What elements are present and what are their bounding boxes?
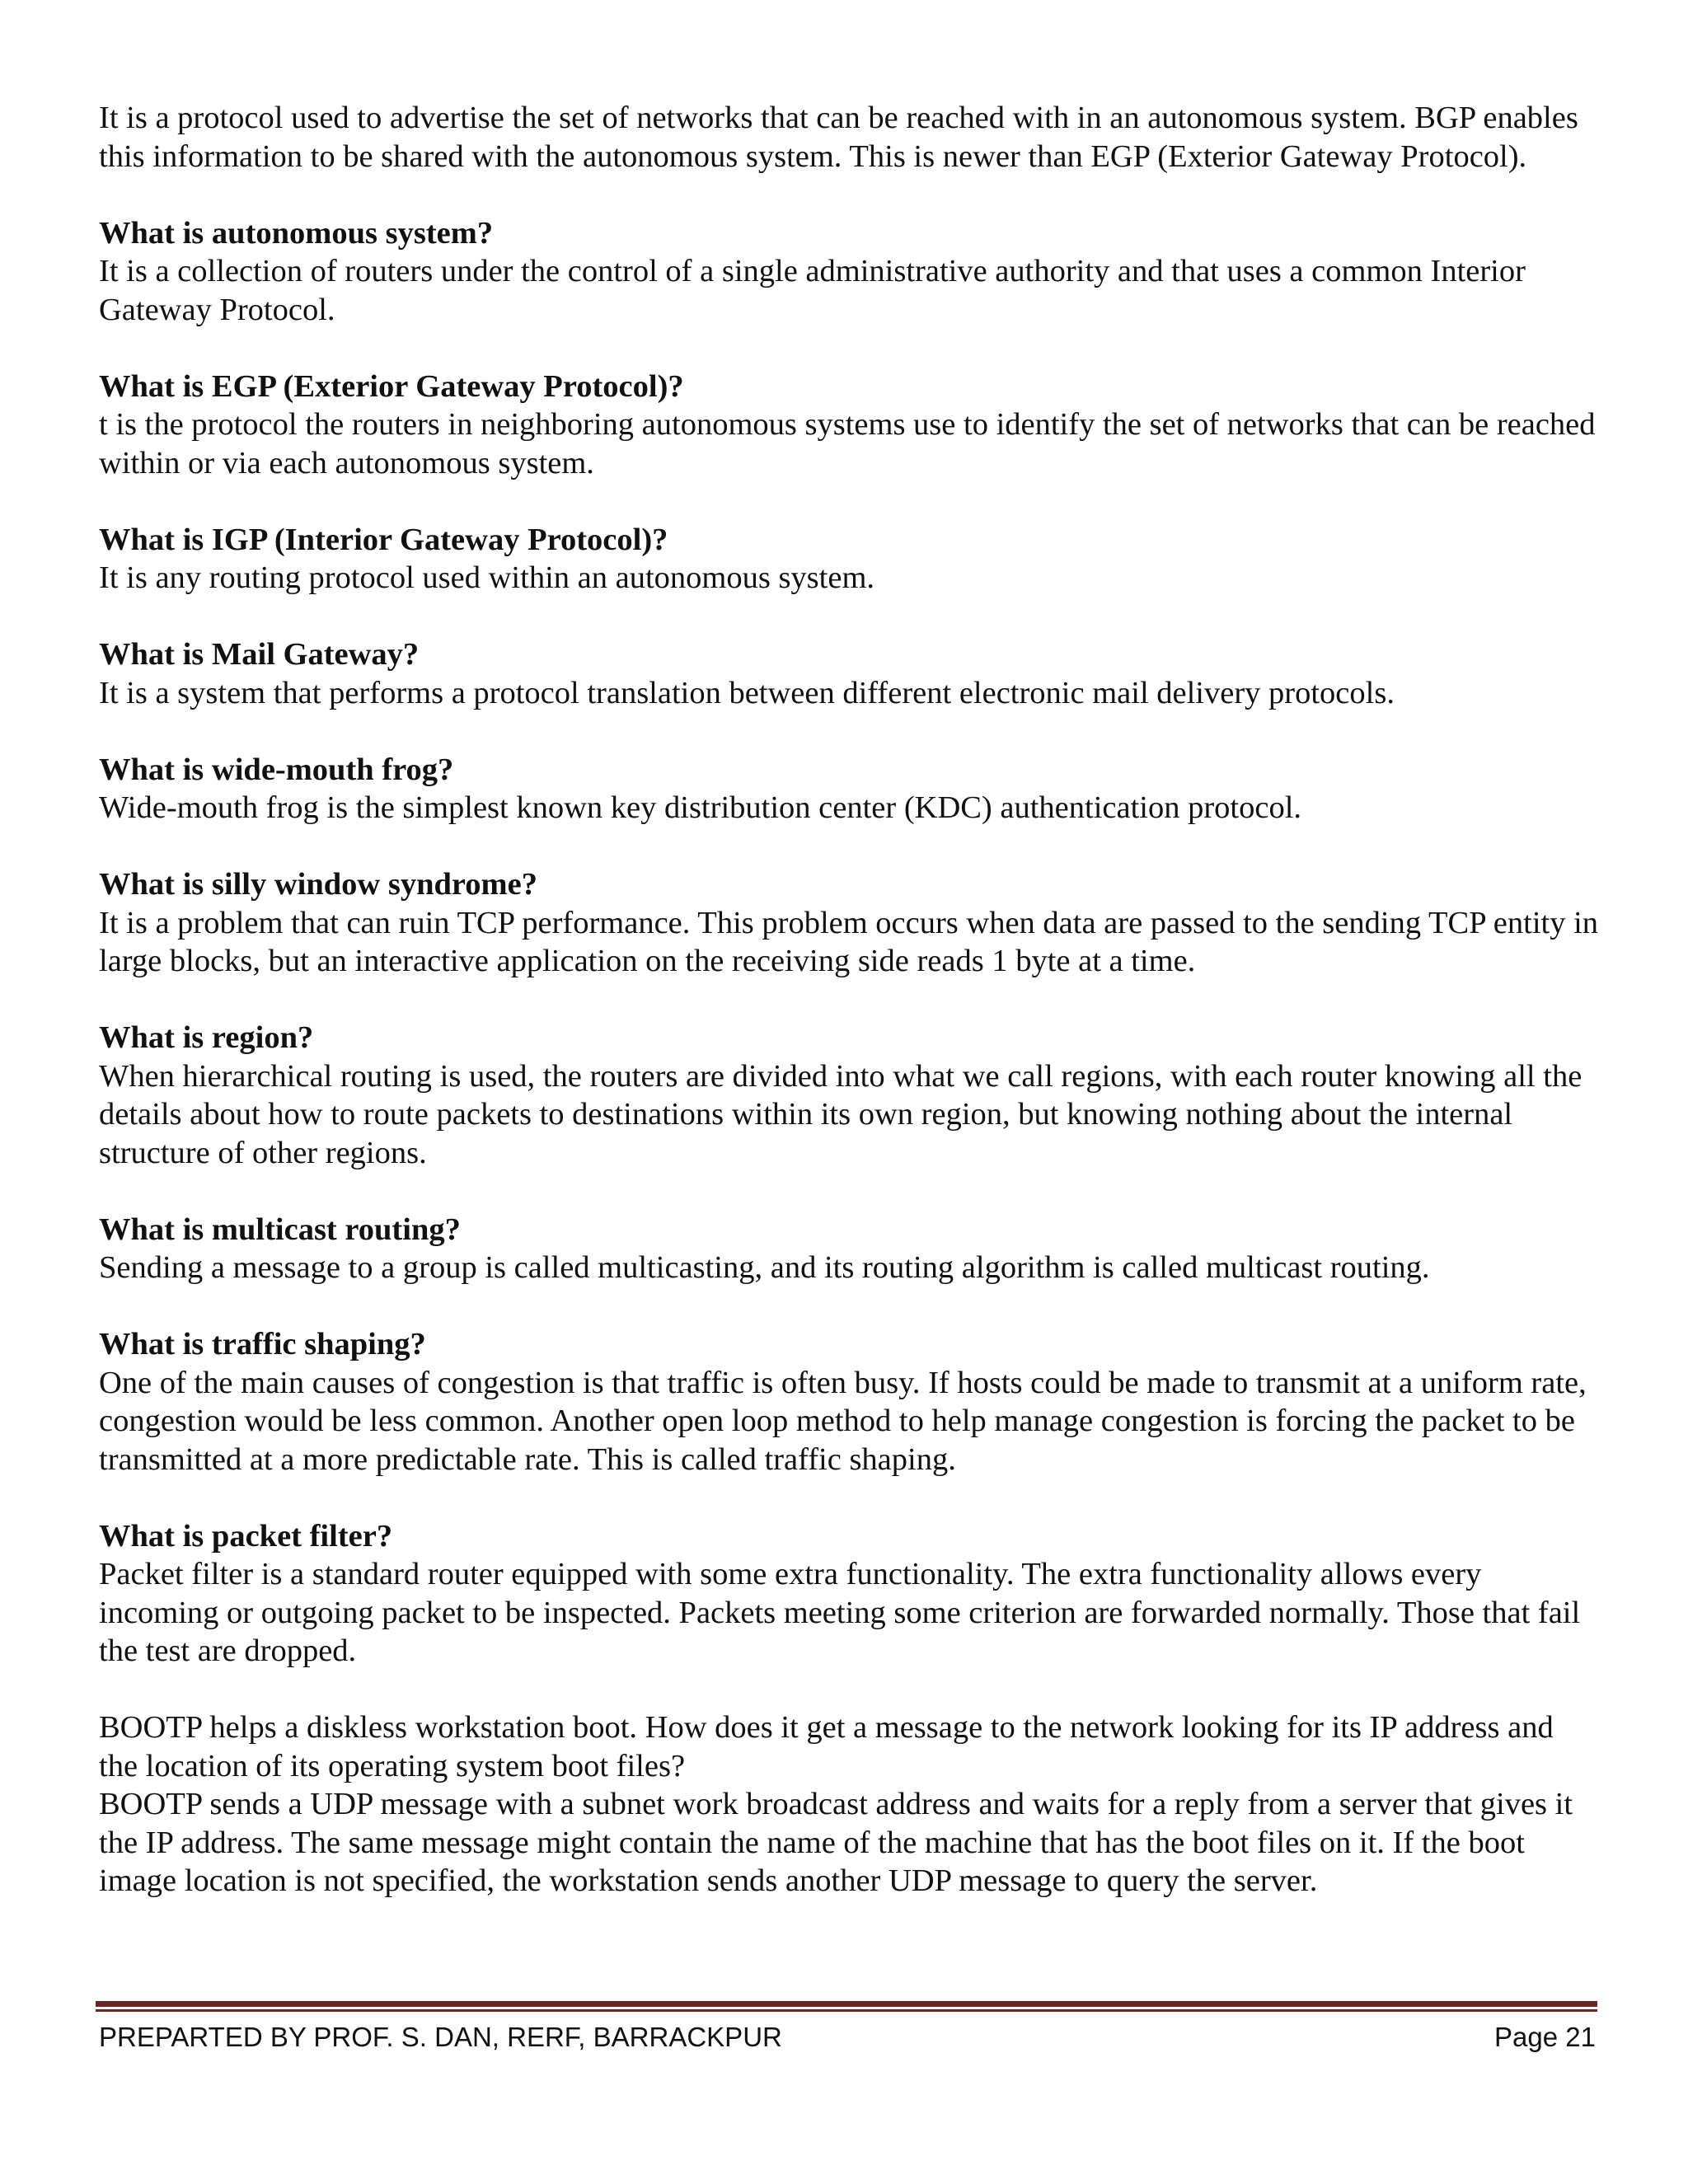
answer-text: t is the protocol the routers in neighboring autonomous systems use to identify the set of networks that can be reached within or via each autonomous system. <box>99 407 1596 480</box>
bootp-block <box>99 1708 1599 1900</box>
bootp-answer: BOOTP sends a UDP message with a subnet work broadcast address and waits for a reply from a server that gives it the IP address. The same message might contain the name of the machine that has the boot files on it. If the boot image location is not specified, the workstation sends another UDP message to query the server. <box>99 1787 1573 1898</box>
qa-block-5 <box>99 865 1599 981</box>
bootp-question: BOOTP helps a diskless workstation boot. How does it get a message to the network looking for its IP address and the location of its operating system boot files? <box>99 1710 1554 1783</box>
answer-text: It is a system that performs a protocol translation between different electronic mail delivery protocols. <box>99 675 1395 710</box>
question-heading: What is traffic shaping? <box>99 1327 426 1361</box>
question-heading: What is IGP (Interior Gateway Protocol)? <box>99 522 668 557</box>
answer-text: It is any routing protocol used within an autonomous system. <box>99 560 875 595</box>
intro-paragraph: It is a protocol used to advertise the set of networks that can be reached with in an autonomous system. BGP enables this information to be shared with the autonomous system. This is newer than EGP (Exterior Gateway Protocol). <box>99 101 1578 174</box>
answer-text: Sending a message to a group is called multicasting, and its routing algorithm is called multicast routing. <box>99 1250 1430 1285</box>
question-heading: What is Mail Gateway? <box>99 637 420 672</box>
answer-text: Wide-mouth frog is the simplest known key distribution center (KDC) authentication protocol. <box>99 790 1302 825</box>
answer-text: When hierarchical routing is used, the routers are divided into what we call regions, with each router knowing all the details about how to route packets to destinations within its own region, but knowing nothing about the internal structure of other regions. <box>99 1058 1582 1170</box>
qa-block-3 <box>99 635 1599 712</box>
question-heading: What is EGP (Exterior Gateway Protocol)? <box>99 368 684 404</box>
footer-divider-thin <box>96 2009 1597 2012</box>
footer-divider-thick <box>96 2001 1597 2007</box>
question-heading: What is autonomous system? <box>99 215 494 251</box>
qa-block-7 <box>99 1211 1599 1287</box>
qa-block-9 <box>99 1517 1599 1671</box>
answer-text: It is a problem that can ruin TCP performance. This problem occurs when data are passed to the sending TCP entity in large blocks, but an interactive application on the receiving side reads 1 byte at a time. <box>99 905 1599 978</box>
qa-block-0 <box>99 214 1599 330</box>
qa-block-6 <box>99 1019 1599 1172</box>
question-heading: What is region? <box>99 1020 314 1055</box>
answer-text: It is a collection of routers under the control of a single administrative authority and that uses a common Interior Gateway Protocol. <box>99 254 1526 327</box>
footer-divider <box>96 2001 1597 2013</box>
question-heading: What is wide-mouth frog? <box>99 752 454 787</box>
footer-author: PREPARTED BY PROF. S. DAN, RERF, BARRACKPUR <box>99 2022 782 2052</box>
qa-block-4 <box>99 751 1599 827</box>
qa-block-2 <box>99 521 1599 598</box>
question-heading: What is packet filter? <box>99 1518 393 1554</box>
qa-block-1 <box>99 368 1599 483</box>
answer-text: One of the main causes of congestion is that traffic is often busy. If hosts could be made to transmit at a uniform rate, congestion would be less common. Another open loop method to help manage congestion is forcing the packet to be transmitted at a more predictable rate. This is called traffic shaping. <box>99 1365 1587 1477</box>
qa-block-8 <box>99 1325 1599 1479</box>
page-number: Page 21 <box>1494 2022 1596 2052</box>
question-heading: What is multicast routing? <box>99 1212 461 1247</box>
answer-text: Packet filter is a standard router equipped with some extra functionality. The extra functionality allows every incoming or outgoing packet to be inspected. Packets meeting some criterion are forwarded normally. Those that fail the test are dropped. <box>99 1557 1581 1668</box>
page-content <box>99 99 1599 1938</box>
question-heading: What is silly window syndrome? <box>99 867 537 902</box>
